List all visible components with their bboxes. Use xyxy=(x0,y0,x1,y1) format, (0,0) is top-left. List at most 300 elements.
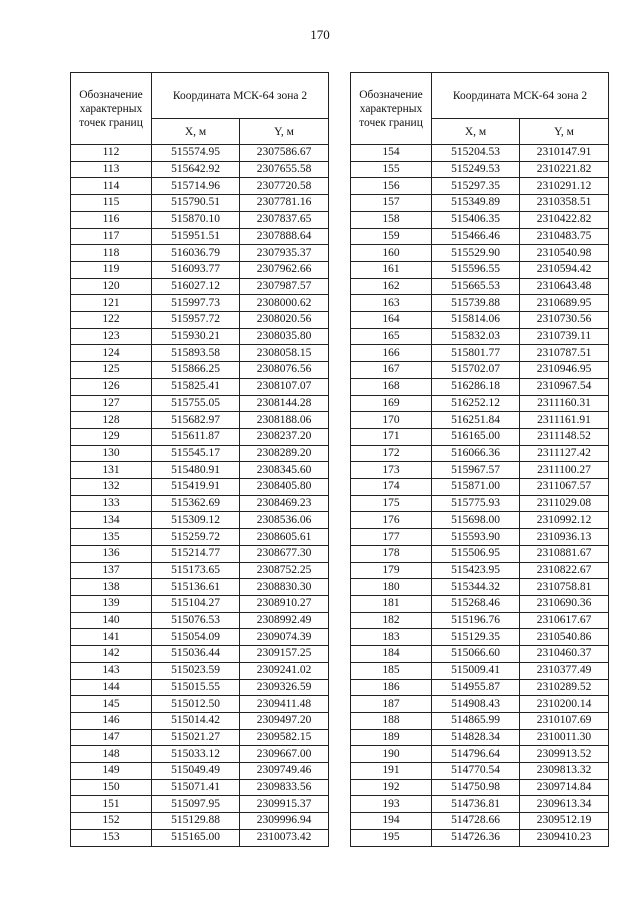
point-number-cell: 120 xyxy=(71,278,152,295)
table-row xyxy=(351,696,609,713)
y-coordinate-cell: 2309512.19 xyxy=(520,813,609,830)
x-coordinate-cell: 515021.27 xyxy=(152,729,240,746)
table-row xyxy=(351,579,609,596)
y-coordinate-cell: 2309582.15 xyxy=(240,729,329,746)
point-number-cell: 146 xyxy=(71,712,152,729)
table-row xyxy=(351,779,609,796)
point-number-cell: 195 xyxy=(351,829,432,846)
x-coordinate-cell: 515054.09 xyxy=(152,629,240,646)
x-coordinate-cell: 514865.99 xyxy=(432,712,520,729)
x-coordinate-cell: 515545.17 xyxy=(152,445,240,462)
point-number-cell: 177 xyxy=(351,529,432,546)
x-coordinate-cell: 516093.77 xyxy=(152,261,240,278)
y-coordinate-cell: 2310946.95 xyxy=(520,362,609,379)
point-number-cell: 127 xyxy=(71,395,152,412)
point-number-cell: 185 xyxy=(351,662,432,679)
y-coordinate-cell: 2310147.91 xyxy=(520,145,609,162)
point-number-cell: 189 xyxy=(351,729,432,746)
point-number-cell: 131 xyxy=(71,462,152,479)
y-coordinate-cell: 2308076.56 xyxy=(240,362,329,379)
point-number-cell: 129 xyxy=(71,428,152,445)
x-coordinate-cell: 515593.90 xyxy=(432,529,520,546)
x-coordinate-cell: 515682.97 xyxy=(152,412,240,429)
table-row xyxy=(71,462,329,479)
table-row xyxy=(71,813,329,830)
coordinates-table-right xyxy=(350,72,609,847)
x-coordinate-cell: 515136.61 xyxy=(152,579,240,596)
x-coordinate-cell: 515066.60 xyxy=(432,646,520,663)
y-coordinate-cell: 2310422.82 xyxy=(520,211,609,228)
point-number-cell: 194 xyxy=(351,813,432,830)
y-coordinate-cell: 2311160.31 xyxy=(520,395,609,412)
table-row xyxy=(71,763,329,780)
point-number-cell: 161 xyxy=(351,261,432,278)
point-number-cell: 147 xyxy=(71,729,152,746)
table-row xyxy=(71,712,329,729)
point-number-cell: 132 xyxy=(71,479,152,496)
point-number-cell: 126 xyxy=(71,378,152,395)
table-row xyxy=(351,495,609,512)
table-row xyxy=(71,746,329,763)
point-number-cell: 188 xyxy=(351,712,432,729)
x-coordinate-cell: 515297.35 xyxy=(432,178,520,195)
point-number-cell: 186 xyxy=(351,679,432,696)
table-row xyxy=(71,595,329,612)
point-number-cell: 160 xyxy=(351,245,432,262)
point-number-cell: 178 xyxy=(351,545,432,562)
y-coordinate-cell: 2307837.65 xyxy=(240,211,329,228)
table-row xyxy=(71,796,329,813)
y-coordinate-cell: 2311100.27 xyxy=(520,462,609,479)
x-coordinate-cell: 515466.46 xyxy=(432,228,520,245)
x-coordinate-cell: 514750.98 xyxy=(432,779,520,796)
x-coordinate-cell: 515698.00 xyxy=(432,512,520,529)
x-coordinate-cell: 515866.25 xyxy=(152,362,240,379)
y-coordinate-cell: 2309667.00 xyxy=(240,746,329,763)
x-coordinate-cell: 514955.87 xyxy=(432,679,520,696)
point-number-cell: 180 xyxy=(351,579,432,596)
x-coordinate-cell: 515014.42 xyxy=(152,712,240,729)
point-number-cell: 162 xyxy=(351,278,432,295)
table-row xyxy=(351,479,609,496)
point-number-cell: 148 xyxy=(71,746,152,763)
point-number-cell: 173 xyxy=(351,462,432,479)
x-coordinate-cell: 515071.41 xyxy=(152,779,240,796)
x-coordinate-cell: 515309.12 xyxy=(152,512,240,529)
y-coordinate-cell: 2309497.20 xyxy=(240,712,329,729)
table-row xyxy=(351,829,609,846)
table-row xyxy=(71,646,329,663)
table-row xyxy=(351,395,609,412)
point-number-cell: 117 xyxy=(71,228,152,245)
y-coordinate-cell: 2308289.20 xyxy=(240,445,329,462)
x-coordinate-cell: 515268.46 xyxy=(432,595,520,612)
y-coordinate-cell: 2307888.64 xyxy=(240,228,329,245)
point-number-cell: 152 xyxy=(71,813,152,830)
table-row xyxy=(351,512,609,529)
table-row xyxy=(71,362,329,379)
table-row xyxy=(351,646,609,663)
point-number-cell: 190 xyxy=(351,746,432,763)
y-coordinate-cell: 2310967.54 xyxy=(520,378,609,395)
header-x-label: X, м xyxy=(432,119,520,145)
point-number-cell: 130 xyxy=(71,445,152,462)
point-number-cell: 163 xyxy=(351,295,432,312)
x-coordinate-cell: 514726.36 xyxy=(432,829,520,846)
x-coordinate-cell: 515702.07 xyxy=(432,362,520,379)
x-coordinate-cell: 514728.66 xyxy=(432,813,520,830)
table-row xyxy=(71,378,329,395)
table-row xyxy=(351,629,609,646)
table-row xyxy=(351,211,609,228)
x-coordinate-cell: 515033.12 xyxy=(152,746,240,763)
point-number-cell: 124 xyxy=(71,345,152,362)
point-number-cell: 150 xyxy=(71,779,152,796)
x-coordinate-cell: 515790.51 xyxy=(152,195,240,212)
x-coordinate-cell: 515362.69 xyxy=(152,495,240,512)
y-coordinate-cell: 2309326.59 xyxy=(240,679,329,696)
x-coordinate-cell: 515173.65 xyxy=(152,562,240,579)
point-number-cell: 115 xyxy=(71,195,152,212)
table-row xyxy=(71,428,329,445)
x-coordinate-cell: 515755.05 xyxy=(152,395,240,412)
y-coordinate-cell: 2310594.42 xyxy=(520,261,609,278)
x-coordinate-cell: 515967.57 xyxy=(432,462,520,479)
point-number-cell: 193 xyxy=(351,796,432,813)
y-coordinate-cell: 2310221.82 xyxy=(520,161,609,178)
table-row xyxy=(351,195,609,212)
table-row xyxy=(71,579,329,596)
x-coordinate-cell: 515574.95 xyxy=(152,145,240,162)
y-coordinate-cell: 2309411.48 xyxy=(240,696,329,713)
coordinates-table-left xyxy=(70,72,329,847)
x-coordinate-cell: 515165.00 xyxy=(152,829,240,846)
y-coordinate-cell: 2310690.36 xyxy=(520,595,609,612)
table-row xyxy=(351,445,609,462)
y-coordinate-cell: 2311148.52 xyxy=(520,428,609,445)
table-row xyxy=(351,595,609,612)
point-number-cell: 176 xyxy=(351,512,432,529)
x-coordinate-cell: 514736.81 xyxy=(432,796,520,813)
x-coordinate-cell: 515951.51 xyxy=(152,228,240,245)
point-number-cell: 114 xyxy=(71,178,152,195)
x-coordinate-cell: 516027.12 xyxy=(152,278,240,295)
y-coordinate-cell: 2308469.23 xyxy=(240,495,329,512)
table-row xyxy=(71,161,329,178)
point-number-cell: 125 xyxy=(71,362,152,379)
point-number-cell: 143 xyxy=(71,662,152,679)
x-coordinate-cell: 515015.55 xyxy=(152,679,240,696)
table-row xyxy=(71,445,329,462)
y-coordinate-cell: 2310758.81 xyxy=(520,579,609,596)
x-coordinate-cell: 515714.96 xyxy=(152,178,240,195)
point-number-cell: 181 xyxy=(351,595,432,612)
x-coordinate-cell: 514796.64 xyxy=(432,746,520,763)
table-row xyxy=(71,245,329,262)
y-coordinate-cell: 2310460.37 xyxy=(520,646,609,663)
point-number-cell: 119 xyxy=(71,261,152,278)
table-row xyxy=(71,345,329,362)
table-row xyxy=(351,145,609,162)
y-coordinate-cell: 2308000.62 xyxy=(240,295,329,312)
table-row xyxy=(71,696,329,713)
table-row xyxy=(71,395,329,412)
point-number-cell: 183 xyxy=(351,629,432,646)
table-row xyxy=(71,195,329,212)
x-coordinate-cell: 515036.44 xyxy=(152,646,240,663)
x-coordinate-cell: 515076.53 xyxy=(152,612,240,629)
table-row xyxy=(71,512,329,529)
y-coordinate-cell: 2307935.37 xyxy=(240,245,329,262)
y-coordinate-cell: 2309613.34 xyxy=(520,796,609,813)
table-row xyxy=(71,145,329,162)
table-body-left xyxy=(71,145,329,847)
y-coordinate-cell: 2310643.48 xyxy=(520,278,609,295)
y-coordinate-cell: 2310992.12 xyxy=(520,512,609,529)
x-coordinate-cell: 515801.77 xyxy=(432,345,520,362)
table-row xyxy=(71,278,329,295)
point-number-cell: 134 xyxy=(71,512,152,529)
point-number-cell: 156 xyxy=(351,178,432,195)
point-number-cell: 172 xyxy=(351,445,432,462)
point-number-cell: 166 xyxy=(351,345,432,362)
x-coordinate-cell: 515596.55 xyxy=(432,261,520,278)
point-number-cell: 159 xyxy=(351,228,432,245)
point-number-cell: 149 xyxy=(71,763,152,780)
point-number-cell: 151 xyxy=(71,796,152,813)
table-row xyxy=(351,245,609,262)
table-row xyxy=(351,278,609,295)
x-coordinate-cell: 515104.27 xyxy=(152,595,240,612)
table-row xyxy=(351,796,609,813)
table-row xyxy=(71,612,329,629)
table-row xyxy=(351,412,609,429)
point-number-cell: 182 xyxy=(351,612,432,629)
y-coordinate-cell: 2310739.11 xyxy=(520,328,609,345)
x-coordinate-cell: 515249.53 xyxy=(432,161,520,178)
y-coordinate-cell: 2310011.30 xyxy=(520,729,609,746)
point-number-cell: 142 xyxy=(71,646,152,663)
table-row xyxy=(351,562,609,579)
y-coordinate-cell: 2308107.07 xyxy=(240,378,329,395)
y-coordinate-cell: 2309915.37 xyxy=(240,796,329,813)
x-coordinate-cell: 515611.87 xyxy=(152,428,240,445)
table-row xyxy=(351,345,609,362)
y-coordinate-cell: 2310377.49 xyxy=(520,662,609,679)
table-row xyxy=(351,763,609,780)
x-coordinate-cell: 515930.21 xyxy=(152,328,240,345)
point-number-cell: 138 xyxy=(71,579,152,596)
table-row xyxy=(351,612,609,629)
y-coordinate-cell: 2308144.28 xyxy=(240,395,329,412)
y-coordinate-cell: 2308188.06 xyxy=(240,412,329,429)
table-row xyxy=(71,679,329,696)
x-coordinate-cell: 515665.53 xyxy=(432,278,520,295)
table-row xyxy=(351,746,609,763)
y-coordinate-cell: 2308345.60 xyxy=(240,462,329,479)
table-row xyxy=(351,312,609,329)
table-row xyxy=(71,829,329,846)
x-coordinate-cell: 515825.41 xyxy=(152,378,240,395)
point-number-cell: 171 xyxy=(351,428,432,445)
x-coordinate-cell: 515775.93 xyxy=(432,495,520,512)
table-row xyxy=(351,462,609,479)
x-coordinate-cell: 515214.77 xyxy=(152,545,240,562)
x-coordinate-cell: 516165.00 xyxy=(432,428,520,445)
table-row xyxy=(351,161,609,178)
point-number-cell: 118 xyxy=(71,245,152,262)
point-number-cell: 141 xyxy=(71,629,152,646)
table-row xyxy=(71,412,329,429)
y-coordinate-cell: 2308020.56 xyxy=(240,312,329,329)
table-row xyxy=(71,495,329,512)
point-number-cell: 192 xyxy=(351,779,432,796)
point-number-cell: 121 xyxy=(71,295,152,312)
y-coordinate-cell: 2307962.66 xyxy=(240,261,329,278)
table-row xyxy=(351,261,609,278)
point-number-cell: 174 xyxy=(351,479,432,496)
x-coordinate-cell: 515129.35 xyxy=(432,629,520,646)
y-coordinate-cell: 2308830.30 xyxy=(240,579,329,596)
y-coordinate-cell: 2308405.80 xyxy=(240,479,329,496)
header-y-label: Y, м xyxy=(520,119,609,145)
x-coordinate-cell: 515893.58 xyxy=(152,345,240,362)
x-coordinate-cell: 515049.49 xyxy=(152,763,240,780)
y-coordinate-cell: 2310787.51 xyxy=(520,345,609,362)
header-coord-label: Координата МСК-64 зона 2 xyxy=(152,73,329,119)
point-number-cell: 154 xyxy=(351,145,432,162)
point-number-cell: 144 xyxy=(71,679,152,696)
point-number-cell: 123 xyxy=(71,328,152,345)
x-coordinate-cell: 516251.84 xyxy=(432,412,520,429)
x-coordinate-cell: 515739.88 xyxy=(432,295,520,312)
x-coordinate-cell: 516066.36 xyxy=(432,445,520,462)
y-coordinate-cell: 2307987.57 xyxy=(240,278,329,295)
table-row xyxy=(351,295,609,312)
table-row xyxy=(71,178,329,195)
table-row xyxy=(71,479,329,496)
y-coordinate-cell: 2310689.95 xyxy=(520,295,609,312)
x-coordinate-cell: 515344.32 xyxy=(432,579,520,596)
y-coordinate-cell: 2307655.58 xyxy=(240,161,329,178)
y-coordinate-cell: 2310289.52 xyxy=(520,679,609,696)
y-coordinate-cell: 2308237.20 xyxy=(240,428,329,445)
table-row xyxy=(351,729,609,746)
y-coordinate-cell: 2311161.91 xyxy=(520,412,609,429)
point-number-cell: 155 xyxy=(351,161,432,178)
table-row xyxy=(351,662,609,679)
table-row xyxy=(351,545,609,562)
x-coordinate-cell: 515871.00 xyxy=(432,479,520,496)
y-coordinate-cell: 2310540.98 xyxy=(520,245,609,262)
x-coordinate-cell: 515012.50 xyxy=(152,696,240,713)
y-coordinate-cell: 2307586.67 xyxy=(240,145,329,162)
table-row xyxy=(351,529,609,546)
table-row xyxy=(71,211,329,228)
point-number-cell: 116 xyxy=(71,211,152,228)
table-row xyxy=(351,178,609,195)
x-coordinate-cell: 515997.73 xyxy=(152,295,240,312)
header-point-label: Обозначение характерных точек границ xyxy=(71,73,152,145)
y-coordinate-cell: 2310200.14 xyxy=(520,696,609,713)
table-row xyxy=(351,328,609,345)
table-row xyxy=(71,228,329,245)
table-row xyxy=(71,295,329,312)
table-row xyxy=(351,362,609,379)
x-coordinate-cell: 515642.92 xyxy=(152,161,240,178)
x-coordinate-cell: 516286.18 xyxy=(432,378,520,395)
x-coordinate-cell: 515406.35 xyxy=(432,211,520,228)
y-coordinate-cell: 2308536.06 xyxy=(240,512,329,529)
y-coordinate-cell: 2310540.86 xyxy=(520,629,609,646)
point-number-cell: 140 xyxy=(71,612,152,629)
table-row xyxy=(71,545,329,562)
y-coordinate-cell: 2310358.51 xyxy=(520,195,609,212)
point-number-cell: 122 xyxy=(71,312,152,329)
table-row xyxy=(71,629,329,646)
table-row xyxy=(71,328,329,345)
point-number-cell: 136 xyxy=(71,545,152,562)
y-coordinate-cell: 2310936.13 xyxy=(520,529,609,546)
y-coordinate-cell: 2309913.52 xyxy=(520,746,609,763)
y-coordinate-cell: 2311067.57 xyxy=(520,479,609,496)
point-number-cell: 133 xyxy=(71,495,152,512)
y-coordinate-cell: 2308992.49 xyxy=(240,612,329,629)
x-coordinate-cell: 515204.53 xyxy=(432,145,520,162)
y-coordinate-cell: 2308752.25 xyxy=(240,562,329,579)
point-number-cell: 165 xyxy=(351,328,432,345)
table-row xyxy=(351,378,609,395)
table-row xyxy=(71,529,329,546)
x-coordinate-cell: 515870.10 xyxy=(152,211,240,228)
table-row xyxy=(71,729,329,746)
y-coordinate-cell: 2310730.56 xyxy=(520,312,609,329)
point-number-cell: 169 xyxy=(351,395,432,412)
y-coordinate-cell: 2309813.32 xyxy=(520,763,609,780)
y-coordinate-cell: 2308058.15 xyxy=(240,345,329,362)
x-coordinate-cell: 515097.95 xyxy=(152,796,240,813)
x-coordinate-cell: 516036.79 xyxy=(152,245,240,262)
table-row xyxy=(71,261,329,278)
table-row xyxy=(71,779,329,796)
page-number: 170 xyxy=(310,27,330,42)
table-row xyxy=(71,312,329,329)
point-number-cell: 164 xyxy=(351,312,432,329)
point-number-cell: 153 xyxy=(71,829,152,846)
y-coordinate-cell: 2311029.08 xyxy=(520,495,609,512)
y-coordinate-cell: 2309833.56 xyxy=(240,779,329,796)
table-row xyxy=(71,662,329,679)
x-coordinate-cell: 515196.76 xyxy=(432,612,520,629)
x-coordinate-cell: 515259.72 xyxy=(152,529,240,546)
point-number-cell: 137 xyxy=(71,562,152,579)
y-coordinate-cell: 2307720.58 xyxy=(240,178,329,195)
y-coordinate-cell: 2307781.16 xyxy=(240,195,329,212)
table-body-right xyxy=(351,145,609,847)
x-coordinate-cell: 515023.59 xyxy=(152,662,240,679)
point-number-cell: 135 xyxy=(71,529,152,546)
x-coordinate-cell: 515349.89 xyxy=(432,195,520,212)
table-row xyxy=(351,813,609,830)
x-coordinate-cell: 514828.34 xyxy=(432,729,520,746)
x-coordinate-cell: 515814.06 xyxy=(432,312,520,329)
x-coordinate-cell: 514770.54 xyxy=(432,763,520,780)
point-number-cell: 167 xyxy=(351,362,432,379)
y-coordinate-cell: 2310073.42 xyxy=(240,829,329,846)
x-coordinate-cell: 515129.88 xyxy=(152,813,240,830)
table-row xyxy=(351,679,609,696)
header-point-label: Обозначение характерных точек границ xyxy=(351,73,432,145)
